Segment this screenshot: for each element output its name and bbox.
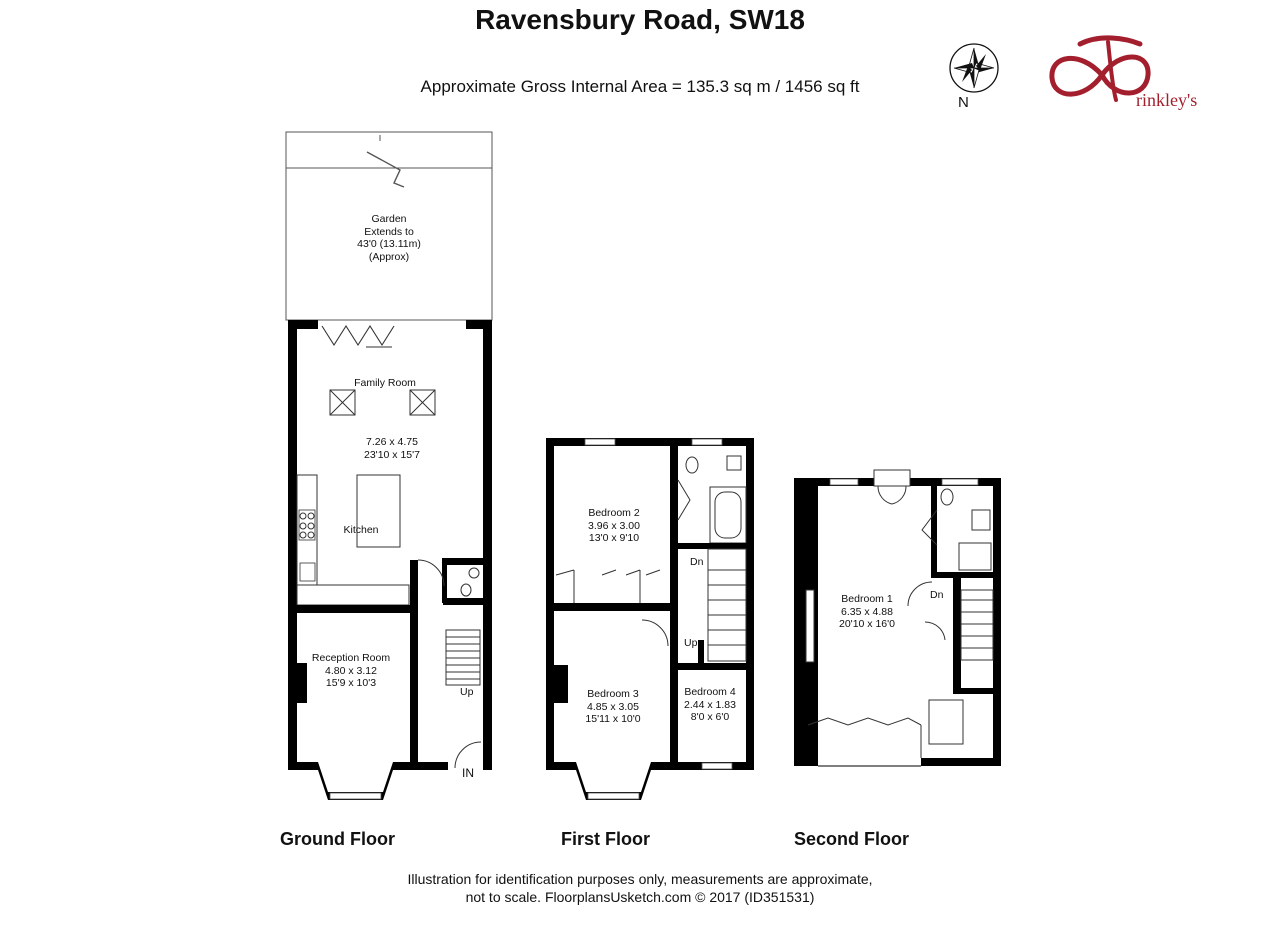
bedroom-1-name: Bedroom 1 <box>841 593 893 605</box>
bedroom-3-metric: 4.85 x 3.05 <box>587 700 639 713</box>
reception-room-metric: 4.80 x 3.12 <box>325 664 377 677</box>
bedroom-2-name: Bedroom 2 <box>588 507 640 519</box>
first-stairs-down-label: Dn <box>690 556 704 568</box>
family-room-imperial: 23'10 x 15'7 <box>364 448 420 461</box>
garden-approx: (Approx) <box>368 250 410 263</box>
entrance-label: IN <box>462 766 474 780</box>
compass-north-label: N <box>958 94 969 111</box>
bedroom-1-label <box>839 593 895 631</box>
disclaimer-line-2: not to scale. FloorplansUsketch.com © 2017 (ID351531) <box>465 889 815 905</box>
family-room-metric: 7.26 x 4.75 <box>366 436 418 448</box>
reception-room-name: Reception Room <box>311 652 391 664</box>
garden-extends: Extends to <box>364 225 414 238</box>
first-floor-plan <box>546 438 754 800</box>
logo-text: rinkley's <box>1136 90 1198 110</box>
ground-floor-title: Ground Floor <box>280 829 395 849</box>
bedroom-4-imperial: 8'0 x 6'0 <box>690 711 730 723</box>
bedroom-1-imperial: 20'10 x 16'0 <box>839 618 895 630</box>
family-room-name: Family Room <box>354 377 416 389</box>
kitchen-name: Kitchen <box>343 524 379 536</box>
garden-label <box>357 213 421 263</box>
family-room-dimensions <box>364 436 420 461</box>
disclaimer-line-1: Illustration for identification purposes only, measurements are approximate, <box>407 871 873 887</box>
bedroom-3-imperial: 15'11 x 10'0 <box>585 713 641 725</box>
bedroom-3-name: Bedroom 3 <box>587 688 639 700</box>
gross-internal-area: Approximate Gross Internal Area = 135.3 sq m / 1456 sq ft <box>420 77 860 96</box>
bedroom-1-metric: 6.35 x 4.88 <box>841 605 893 618</box>
reception-room-label <box>312 652 390 690</box>
ground-stairs-up-label: Up <box>460 686 474 698</box>
second-floor-plan <box>794 470 1001 766</box>
bedroom-3-label <box>585 688 640 726</box>
second-stairs-down-label: Dn <box>930 589 944 601</box>
garden-name: Garden <box>371 213 407 225</box>
first-stairs-up-label: Up <box>684 637 698 649</box>
disclaimer <box>0 870 1280 906</box>
bedroom-4-name: Bedroom 4 <box>684 686 736 698</box>
bedroom-2-imperial: 13'0 x 9'10 <box>588 532 640 544</box>
page-title: Ravensbury Road, SW18 <box>475 4 805 35</box>
bedroom-4-metric: 2.44 x 1.83 <box>684 698 736 711</box>
bedroom-2-label <box>588 507 640 545</box>
garden-length: 43'0 (13.11m) <box>357 238 421 250</box>
first-floor-title: First Floor <box>561 829 650 849</box>
bedroom-2-metric: 3.96 x 3.00 <box>588 519 640 532</box>
reception-room-imperial: 15'9 x 10'3 <box>325 677 377 689</box>
bedroom-4-label <box>684 686 736 724</box>
second-floor-title: Second Floor <box>794 829 910 849</box>
